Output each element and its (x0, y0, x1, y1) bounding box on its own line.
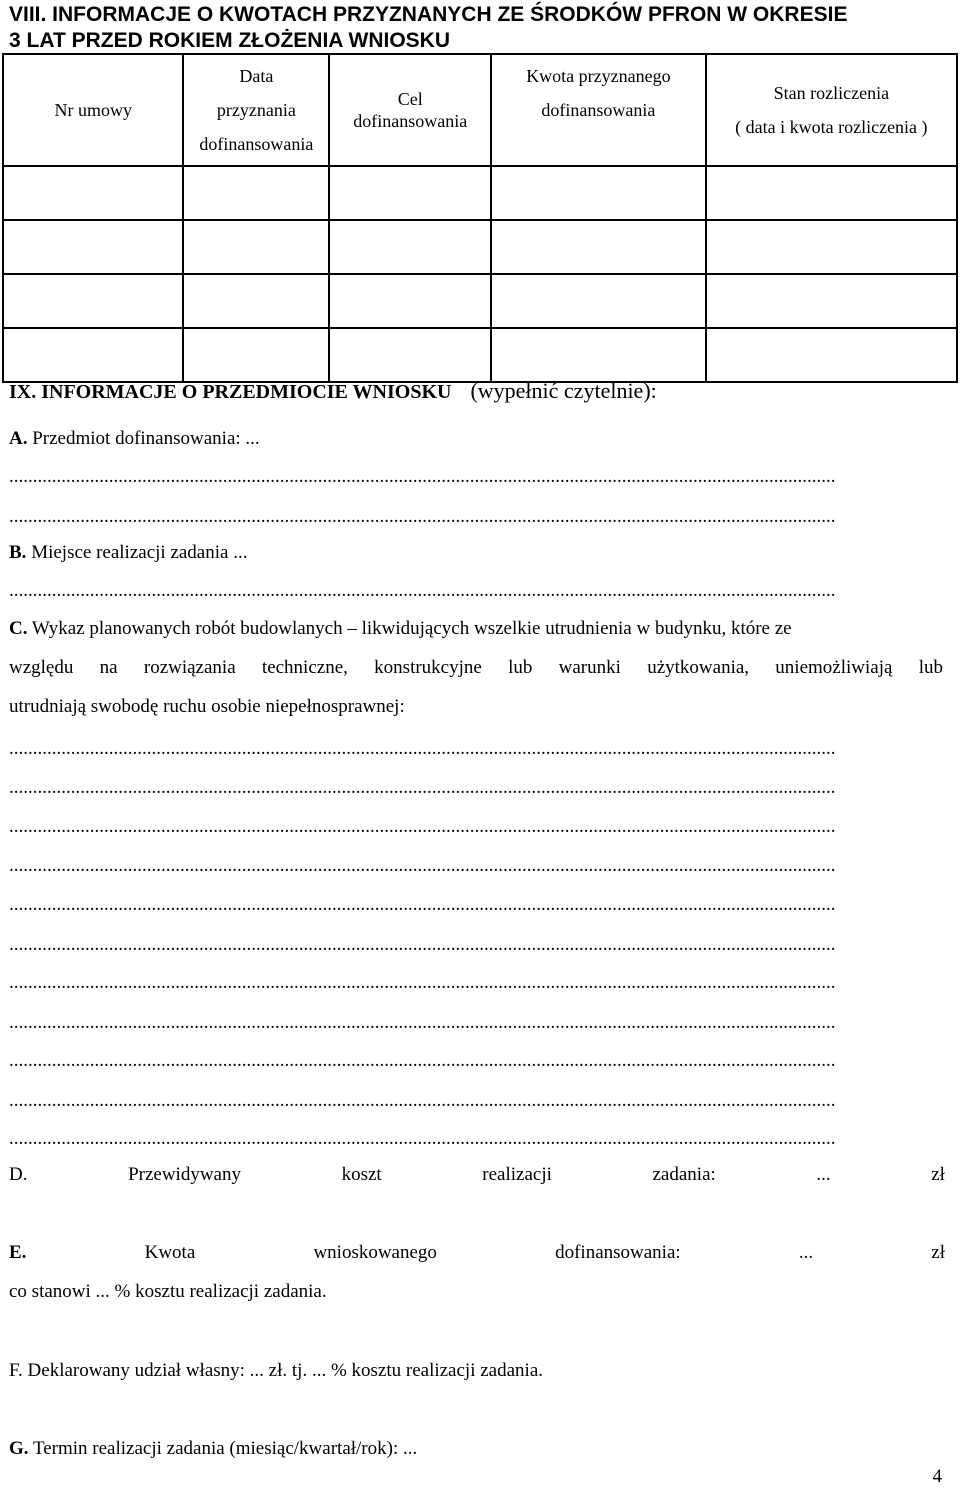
cell-input[interactable] (706, 220, 957, 274)
header-kwota: Kwota przyznanego dofinansowania (491, 54, 706, 166)
field-b: B. Miejsce realizacji zadania ... (9, 542, 248, 563)
cell-input[interactable] (491, 328, 706, 382)
cell-input[interactable] (3, 220, 183, 274)
table-row (3, 166, 957, 220)
fill-line[interactable]: .............................................................................................................................................................................. (9, 1090, 836, 1111)
section8-title-line2: 3 LAT PRZED ROKIEM ZŁOŻENIA WNIOSKU (9, 29, 450, 52)
cell-input[interactable] (329, 274, 491, 328)
field-d-unit: zł (931, 1164, 945, 1185)
field-d: D. Przewidywany koszt realizacji zadania: ... zł (9, 1164, 945, 1185)
header-nr-umowy: Nr umowy (3, 54, 183, 166)
fill-line[interactable]: .............................................................................................................................................................................. (9, 855, 836, 876)
cell-input[interactable] (491, 166, 706, 220)
page-number: 4 (932, 1466, 942, 1487)
fill-line[interactable]: .............................................................................................................................................................................. (9, 580, 836, 601)
section9-title: IX. INFORMACJE O PRZEDMIOCIE WNIOSKU (wypełnić czytelnie): (9, 378, 657, 403)
fill-line[interactable]: .............................................................................................................................................................................. (9, 738, 836, 759)
table-row (3, 274, 957, 328)
field-d-input[interactable]: ... (816, 1164, 831, 1185)
cell-input[interactable] (329, 166, 491, 220)
fill-line[interactable]: .............................................................................................................................................................................. (9, 777, 836, 798)
fill-line[interactable]: .............................................................................................................................................................................. (9, 1012, 836, 1033)
cell-input[interactable] (3, 328, 183, 382)
header-cel: Cel dofinansowania (329, 54, 491, 166)
field-a: A. Przedmiot dofinansowania: ... (9, 428, 260, 449)
field-b-label: Miejsce realizacji zadania ... (31, 542, 248, 563)
fill-line[interactable]: .............................................................................................................................................................................. (9, 972, 836, 993)
section8-title-line1: VIII. INFORMACJE O KWOTACH PRZYZNANYCH ZE ŚRODKÓW PFRON W OKRESIE (9, 3, 848, 26)
field-e-unit: zł (931, 1242, 945, 1263)
fill-line[interactable]: .............................................................................................................................................................................. (9, 816, 836, 837)
field-c-line1: C. Wykaz planowanych robót budowlanych – likwidujących wszelkie utrudnienia w budynku, które ze (9, 618, 792, 639)
cell-input[interactable] (491, 220, 706, 274)
table-row (3, 328, 957, 382)
field-c-line3: utrudniają swobodę ruchu osobie niepełnosprawnej: (9, 696, 405, 717)
cell-input[interactable] (706, 328, 957, 382)
cell-input[interactable] (706, 166, 957, 220)
fill-line[interactable]: .............................................................................................................................................................................. (9, 466, 836, 487)
field-g-label: Termin realizacji zadania (miesiąc/kwartał/rok): ... (32, 1438, 418, 1459)
field-f: F. Deklarowany udział własny: ... zł. tj. ... % kosztu realizacji zadania. (9, 1360, 543, 1381)
field-a-label: Przedmiot dofinansowania: ... (32, 428, 260, 449)
cell-input[interactable] (3, 166, 183, 220)
grants-table-header (3, 54, 957, 166)
cell-input[interactable] (183, 220, 329, 274)
cell-input[interactable] (491, 274, 706, 328)
fill-line[interactable]: .............................................................................................................................................................................. (9, 1128, 836, 1149)
field-e-input[interactable]: ... (798, 1242, 814, 1263)
fill-line[interactable]: .............................................................................................................................................................................. (9, 1050, 836, 1071)
fill-line[interactable]: .............................................................................................................................................................................. (9, 506, 836, 527)
cell-input[interactable] (183, 274, 329, 328)
field-g: G. Termin realizacji zadania (miesiąc/kwartał/rok): ... (9, 1438, 418, 1459)
header-data-przyznania: Data przyznania dofinansowania (183, 54, 329, 166)
field-c-line2: względu na rozwiązania techniczne, konstrukcyjne lub warunki użytkowania, uniemożliwiają lub (9, 657, 943, 678)
field-e: E. Kwota wnioskowanego dofinansowania: ... zł (9, 1242, 945, 1263)
grants-table (2, 53, 958, 383)
cell-input[interactable] (183, 328, 329, 382)
table-row (3, 220, 957, 274)
header-stan-rozliczenia: Stan rozliczenia ( data i kwota rozliczenia ) (706, 54, 957, 166)
field-f-label: Deklarowany udział własny: ... zł. tj. ... % kosztu realizacji zadania. (27, 1360, 543, 1381)
field-e-line2: co stanowi ... % kosztu realizacji zadania. (9, 1281, 327, 1302)
fill-line[interactable]: .............................................................................................................................................................................. (9, 934, 836, 955)
cell-input[interactable] (329, 328, 491, 382)
cell-input[interactable] (706, 274, 957, 328)
fill-line[interactable]: .............................................................................................................................................................................. (9, 894, 836, 915)
cell-input[interactable] (183, 166, 329, 220)
cell-input[interactable] (3, 274, 183, 328)
cell-input[interactable] (329, 220, 491, 274)
